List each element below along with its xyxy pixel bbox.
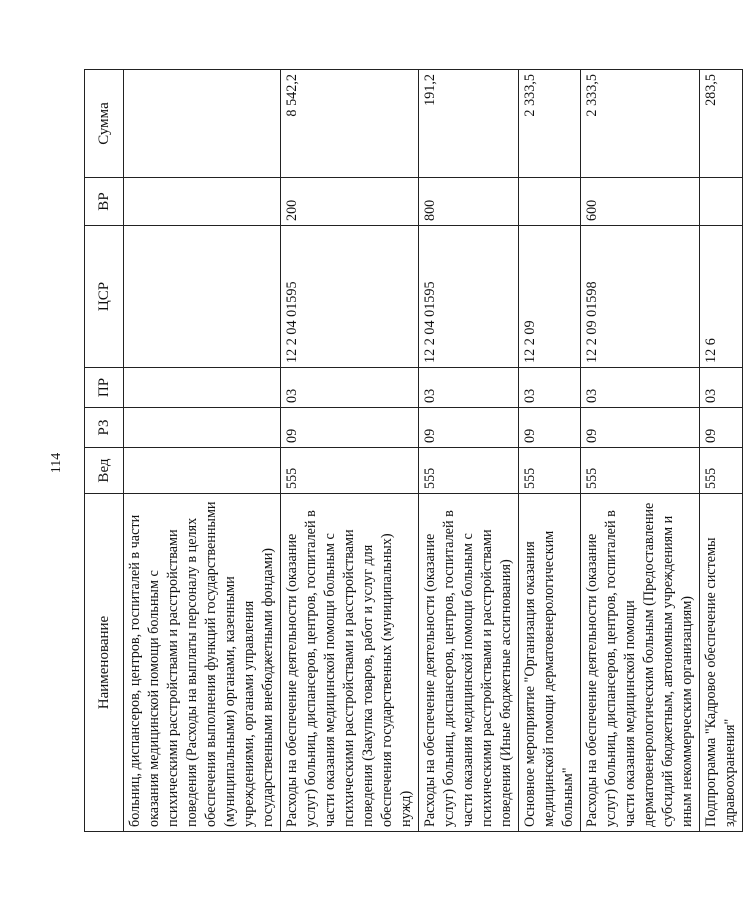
cell-csr: 12 2 04 01595 bbox=[281, 226, 419, 368]
cell-rz: 09 bbox=[419, 408, 519, 448]
cell-sum: 8 542,2 bbox=[281, 70, 419, 178]
cell-vr bbox=[700, 178, 743, 226]
cell-sum: 191,2 bbox=[419, 70, 519, 178]
budget-table bbox=[84, 69, 743, 832]
cell-rz: 09 bbox=[700, 408, 743, 448]
cell-vr: 800 bbox=[419, 178, 519, 226]
header-name: Наименование bbox=[85, 494, 124, 832]
cell-vr bbox=[519, 178, 581, 226]
cell-name: Расходы на обеспечение деятельности (оказание услуг) больниц, диспансеров, центров, госпиталей в части оказания медицинской помощи дерматовенерологическим больным (Предоставление субсидий бюджетным, автономным учреждениям и иным некоммерческим организациям) bbox=[581, 494, 700, 832]
cell-name: Подпрограмма "Кадровое обеспечение системы здравоохранения" bbox=[700, 494, 743, 832]
cell-csr: 12 2 04 01595 bbox=[419, 226, 519, 368]
cell-name: больниц, диспансеров, центров, госпиталей в части оказания медицинской помощи больным с психическими расстройствами и расстройствами поведения (Расходы на выплаты персоналу в целях обеспечения выполнения функций государственными (муниципальными) органами, казенными учреждениями, органами управления государственными внебюджетными фондами) bbox=[124, 494, 281, 832]
table-header-row bbox=[85, 70, 124, 832]
table-row bbox=[419, 70, 519, 832]
cell-pr bbox=[124, 368, 281, 408]
table-row bbox=[519, 70, 581, 832]
table-row bbox=[581, 70, 700, 832]
header-vr: ВР bbox=[85, 178, 124, 226]
header-rz: РЗ bbox=[85, 408, 124, 448]
header-pr: ПР bbox=[85, 368, 124, 408]
cell-sum bbox=[124, 70, 281, 178]
cell-vr bbox=[124, 178, 281, 226]
cell-name: Расходы на обеспечение деятельности (оказание услуг) больниц, диспансеров, центров, госпиталей в части оказания медицинской помощи больным с психическими расстройствами и расстройствами поведения (Закупка товаров, работ и услуг для обеспечения государственных (муниципальных) нужд) bbox=[281, 494, 419, 832]
cell-ved: 555 bbox=[419, 448, 519, 494]
header-csr: ЦСР bbox=[85, 226, 124, 368]
cell-pr: 03 bbox=[581, 368, 700, 408]
rotated-page-content bbox=[84, 70, 738, 832]
cell-rz: 09 bbox=[281, 408, 419, 448]
header-sum: Сумма bbox=[85, 70, 124, 178]
page-number: 114 bbox=[49, 452, 64, 474]
cell-pr: 03 bbox=[419, 368, 519, 408]
cell-pr: 03 bbox=[700, 368, 743, 408]
cell-pr: 03 bbox=[519, 368, 581, 408]
cell-name: Основное мероприятие "Организация оказания медицинской помощи дерматовенерологическим больным" bbox=[519, 494, 581, 832]
cell-vr: 200 bbox=[281, 178, 419, 226]
cell-sum: 2 333,5 bbox=[519, 70, 581, 178]
cell-pr: 03 bbox=[281, 368, 419, 408]
cell-csr: 12 2 09 01598 bbox=[581, 226, 700, 368]
header-ved: Вед bbox=[85, 448, 124, 494]
table-row bbox=[124, 70, 281, 832]
table-row bbox=[700, 70, 743, 832]
cell-ved bbox=[124, 448, 281, 494]
cell-csr: 12 2 09 bbox=[519, 226, 581, 368]
cell-ved: 555 bbox=[281, 448, 419, 494]
cell-name: Расходы на обеспечение деятельности (оказание услуг) больниц, диспансеров, центров, госпиталей в части оказания медицинской помощи больным с психическими расстройствами и расстройствами поведения (Иные бюджетные ассигнования) bbox=[419, 494, 519, 832]
cell-rz: 09 bbox=[581, 408, 700, 448]
cell-vr: 600 bbox=[581, 178, 700, 226]
cell-ved: 555 bbox=[581, 448, 700, 494]
cell-ved: 555 bbox=[519, 448, 581, 494]
cell-rz bbox=[124, 408, 281, 448]
cell-rz: 09 bbox=[519, 408, 581, 448]
cell-sum: 283,5 bbox=[700, 70, 743, 178]
table-row bbox=[281, 70, 419, 832]
cell-csr bbox=[124, 226, 281, 368]
cell-csr: 12 6 bbox=[700, 226, 743, 368]
cell-sum: 2 333,5 bbox=[581, 70, 700, 178]
cell-ved: 555 bbox=[700, 448, 743, 494]
